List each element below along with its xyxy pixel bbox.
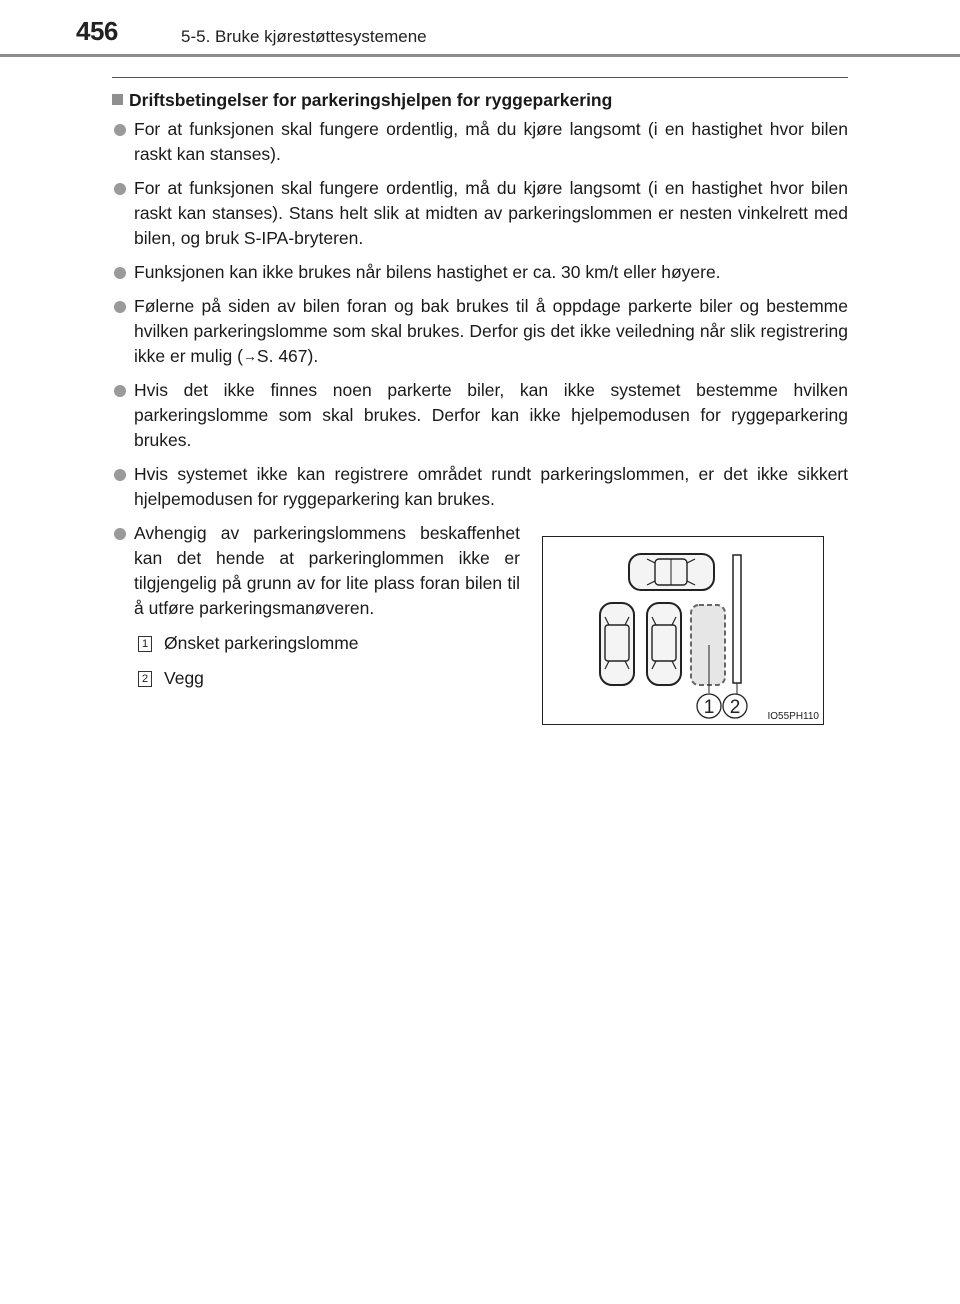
legend-item <box>112 666 520 691</box>
page-header <box>0 0 960 60</box>
car-top-view-icon <box>647 603 681 685</box>
legend-label: Ønsket parkeringslomme <box>164 633 359 653</box>
list-item <box>112 294 848 369</box>
list-item-text: Funksjonen kan ikke brukes når bilens hastighet er ca. 30 km/t eller høyere. <box>134 262 721 282</box>
section-title: Driftsbetingelser for parkeringshjelpen for ryggeparkering <box>129 90 613 110</box>
list-item-text: Hvis det ikke finnes noen parkerte biler, kan ikke systemet bestemme hvilken parkeringslomme som skal brukes. Derfor kan ikke hjelpemodusen for ryggeparkering brukes. <box>134 380 848 450</box>
list-item-text: Avhengig av parkeringslommens beskaffenhet kan det hende at parkeringlommen ikke er tilgjengelig på grunn av for lite plass foran bilen til å utføre parkeringsmanøveren. <box>134 523 520 618</box>
list-item-text: Følerne på siden av bilen foran og bak brukes til å oppdage parkerte biler og bestemme hvilken parkeringslomme som skal brukes. Derfor gis det ikke veiledning når slik registrering ikke er mulig ( <box>134 296 848 366</box>
bullet-dot-icon <box>114 469 126 481</box>
section-heading <box>112 87 848 113</box>
wall-icon <box>733 555 741 683</box>
list-item-text: For at funksjonen skal fungere ordentlig, må du kjøre langsomt (i en hastighet hvor bilen raskt kan stanses). <box>134 119 848 164</box>
bullet-dot-icon <box>114 301 126 313</box>
list-item <box>112 117 848 167</box>
list-item-text: Hvis systemet ikke kan registrere området rundt parkeringslommen, er det ikke sikkert hjelpemodusen for ryggeparkering kan brukes. <box>134 464 848 509</box>
parking-space-icon <box>691 605 725 685</box>
parking-illustration <box>542 536 824 725</box>
bullet-dot-icon <box>114 183 126 195</box>
legend-number: 1 <box>138 636 152 652</box>
list-item-text: For at funksjonen skal fungere ordentlig, må du kjøre langsomt (i en hastighet hvor bilen raskt kan stanses). Stans helt slik at midten av parkeringslommen er nesten vinkelrett med bilen, og bruk S-IPA-bryteren. <box>134 178 848 248</box>
car-top-view-icon <box>629 554 714 590</box>
bullet-dot-icon <box>114 267 126 279</box>
legend-label: Vegg <box>164 668 204 688</box>
callout-2: 2 <box>729 697 741 718</box>
page-number: 456 <box>76 16 118 46</box>
legend-item <box>112 631 520 656</box>
list-item <box>112 521 520 621</box>
figure-text <box>112 521 520 691</box>
bullet-dot-icon <box>114 124 126 136</box>
list-item <box>112 462 848 512</box>
parking-diagram <box>543 537 823 724</box>
page-reference-link[interactable]: S. 467 <box>256 346 308 366</box>
header-rule <box>0 54 960 57</box>
chapter-title: 5-5. Bruke kjørestøttesystemene <box>181 27 427 46</box>
list-item <box>112 260 848 285</box>
section-rule <box>112 77 848 78</box>
bullet-dot-icon <box>114 385 126 397</box>
bullet-dot-icon <box>114 528 126 540</box>
list-item <box>112 176 848 251</box>
figure-code: IO55PH110 <box>767 711 819 722</box>
list-item <box>112 378 848 453</box>
square-bullet-icon <box>112 94 123 105</box>
car-top-view-icon <box>600 603 634 685</box>
callout-1: 1 <box>703 697 715 718</box>
figure-row <box>112 521 848 721</box>
page-content <box>112 87 848 721</box>
legend-number: 2 <box>138 671 152 687</box>
list-item-text: ). <box>307 346 319 366</box>
arrow-icon: → <box>242 348 257 364</box>
